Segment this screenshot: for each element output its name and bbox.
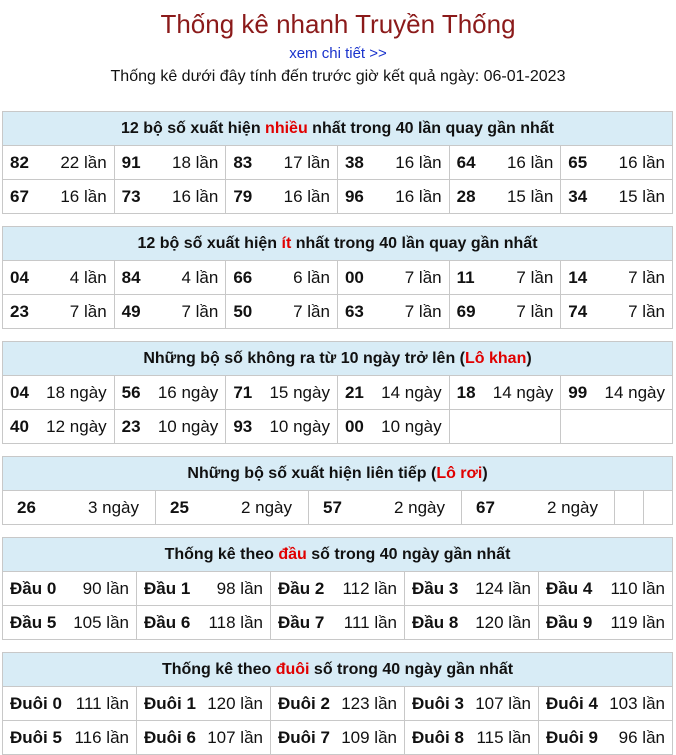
count-value: 4 lần (181, 267, 219, 287)
count-value: 10 ngày (381, 416, 442, 436)
dau-label: Đầu 1 (144, 578, 191, 598)
lotto-number: 40 (10, 416, 29, 436)
table-row (3, 376, 673, 410)
count-value: 15 ngày (269, 382, 330, 402)
count-value: 15 lần (506, 186, 554, 206)
table-row (3, 410, 673, 444)
lo-khan-table (2, 341, 673, 444)
count-value: 7 lần (181, 301, 219, 321)
count-value: 16 lần (60, 186, 107, 206)
lotto-number: 00 (344, 416, 364, 436)
duoi-table (2, 652, 673, 755)
dau-label: Đầu 6 (144, 612, 191, 632)
lotto-number: 56 (121, 382, 141, 402)
duoi-header: Thống kê theo đuôi số trong 40 ngày gần nhất (3, 653, 673, 687)
lotto-number: 25 (170, 497, 189, 517)
count-value: 16 lần (618, 152, 665, 172)
count-value: 124 lần (475, 578, 531, 598)
lotto-number: 11 (456, 267, 475, 287)
dau-label: Đầu 4 (546, 578, 593, 598)
lo-roi-header: Những bộ số xuất hiện liên tiếp (Lô rơi) (3, 457, 673, 491)
lotto-number: 26 (17, 497, 36, 517)
count-value: 107 lần (207, 727, 263, 747)
count-value: 116 lần (74, 727, 129, 747)
count-value: 98 lần (216, 578, 263, 598)
dau-label: Đầu 2 (278, 578, 325, 598)
count-value: 123 lần (341, 693, 397, 713)
lotto-number: 64 (456, 152, 476, 172)
count-value: 4 lần (69, 267, 107, 287)
lotto-number: 23 (10, 301, 29, 321)
count-value: 120 lần (475, 612, 531, 632)
duoi-label: Đuôi 0 (10, 693, 62, 713)
empty-cell (644, 491, 673, 525)
table-row (3, 606, 673, 640)
count-value: 16 lần (506, 152, 554, 172)
count-value: 7 lần (404, 301, 442, 321)
count-value: 14 ngày (492, 382, 554, 402)
count-value: 14 ngày (604, 382, 665, 402)
lotto-number: 65 (568, 152, 588, 172)
table-row (3, 687, 673, 721)
duoi-label: Đuôi 6 (144, 727, 196, 747)
lotto-number: 73 (121, 186, 141, 206)
count-value: 109 lần (341, 727, 397, 747)
count-value: 111 lần (75, 693, 129, 713)
count-value: 10 ngày (157, 416, 219, 436)
lotto-number: 00 (344, 267, 364, 287)
count-value: 7 lần (516, 267, 554, 287)
least-frequent-table (2, 226, 673, 329)
count-value: 17 lần (283, 152, 330, 172)
detail-link[interactable]: xem chi tiết >> (289, 45, 387, 62)
duoi-label: Đuôi 9 (546, 727, 598, 747)
lotto-number: 83 (233, 152, 253, 172)
lotto-number: 82 (10, 152, 29, 172)
count-value: 119 lần (610, 612, 665, 632)
table-row (3, 721, 673, 755)
count-value: 118 lần (208, 612, 263, 632)
duoi-label: Đuôi 8 (412, 727, 464, 747)
least-frequent-header: 12 bộ số xuất hiện ít nhất trong 40 lần quay gần nhất (3, 227, 673, 261)
count-value: 6 lần (293, 267, 330, 287)
lotto-number: 84 (121, 267, 141, 287)
empty-cell (449, 410, 561, 444)
count-value: 112 lần (342, 578, 397, 598)
count-value: 7 lần (69, 301, 107, 321)
count-value: 2 ngày (240, 497, 292, 517)
lotto-number: 96 (344, 186, 364, 206)
table-row (3, 180, 673, 214)
lotto-number: 57 (323, 497, 342, 517)
duoi-label: Đuôi 4 (546, 693, 598, 713)
lotto-number: 74 (568, 301, 588, 321)
lotto-number: 21 (344, 382, 364, 402)
count-value: 115 lần (476, 727, 531, 747)
count-value: 7 lần (628, 301, 665, 321)
count-value: 3 ngày (87, 497, 139, 517)
lotto-number: 67 (476, 497, 495, 517)
lotto-number: 49 (121, 301, 141, 321)
empty-cell (615, 491, 644, 525)
count-value: 96 lần (618, 727, 665, 747)
dau-label: Đầu 7 (278, 612, 325, 632)
count-value: 22 lần (60, 152, 107, 172)
count-value: 110 lần (610, 578, 665, 598)
count-value: 7 lần (404, 267, 442, 287)
table-row (3, 491, 673, 525)
lotto-number: 28 (456, 186, 476, 206)
lotto-number: 50 (233, 301, 253, 321)
lotto-number: 04 (10, 382, 29, 402)
page-title: Thống kê nhanh Truyền Thống (160, 9, 516, 39)
dau-table (2, 537, 673, 640)
duoi-label: Đuôi 2 (278, 693, 330, 713)
dau-label: Đầu 9 (546, 612, 593, 632)
duoi-label: Đuôi 3 (412, 693, 464, 713)
dau-label: Đầu 5 (10, 612, 57, 632)
count-value: 120 lần (207, 693, 263, 713)
count-value: 107 lần (475, 693, 531, 713)
count-value: 12 ngày (46, 416, 107, 436)
lotto-number: 79 (233, 186, 253, 206)
dau-label: Đầu 8 (412, 612, 459, 632)
lo-khan-header: Những bộ số không ra từ 10 ngày trở lên (Lô khan) (3, 342, 673, 376)
lotto-number: 71 (233, 382, 253, 402)
lotto-number: 38 (344, 152, 364, 172)
lotto-number: 34 (568, 186, 588, 206)
lotto-number: 67 (10, 186, 29, 206)
count-value: 16 ngày (157, 382, 219, 402)
count-value: 103 lần (609, 693, 665, 713)
count-value: 111 lần (343, 612, 397, 632)
lotto-number: 93 (233, 416, 253, 436)
count-value: 105 lần (73, 612, 129, 632)
count-value: 16 lần (395, 186, 442, 206)
count-value: 7 lần (628, 267, 665, 287)
count-value: 16 lần (283, 186, 330, 206)
page-subtitle: Thống kê dưới đây tính đến trước giờ kết quả ngày: 06-01-2023 (110, 68, 566, 85)
empty-cell (561, 410, 673, 444)
lotto-number: 04 (10, 267, 29, 287)
count-value: 18 ngày (46, 382, 107, 402)
duoi-label: Đuôi 1 (144, 693, 196, 713)
most-frequent-table (2, 111, 673, 214)
dau-header: Thống kê theo đầu số trong 40 ngày gần nhất (3, 538, 673, 572)
lo-roi-table (2, 456, 673, 525)
table-row (3, 295, 673, 329)
lotto-number: 91 (121, 152, 141, 172)
count-value: 16 lần (171, 186, 219, 206)
lotto-number: 23 (121, 416, 141, 436)
table-row (3, 261, 673, 295)
count-value: 7 lần (293, 301, 330, 321)
lotto-number: 99 (568, 382, 588, 402)
most-frequent-header: 12 bộ số xuất hiện nhiều nhất trong 40 lần quay gần nhất (3, 112, 673, 146)
lotto-number: 69 (456, 301, 476, 321)
lotto-number: 66 (233, 267, 253, 287)
table-row (3, 572, 673, 606)
count-value: 15 lần (618, 186, 665, 206)
duoi-label: Đuôi 5 (10, 727, 62, 747)
dau-label: Đầu 3 (412, 578, 459, 598)
count-value: 7 lần (516, 301, 554, 321)
lotto-number: 63 (344, 301, 364, 321)
count-value: 2 ngày (546, 497, 598, 517)
count-value: 2 ngày (393, 497, 445, 517)
count-value: 10 ngày (269, 416, 330, 436)
dau-label: Đầu 0 (10, 578, 57, 598)
lotto-number: 18 (456, 382, 476, 402)
table-row (3, 146, 673, 180)
count-value: 18 lần (171, 152, 219, 172)
lotto-number: 14 (568, 267, 588, 287)
count-value: 16 lần (395, 152, 442, 172)
count-value: 14 ngày (381, 382, 442, 402)
duoi-label: Đuôi 7 (278, 727, 330, 747)
count-value: 90 lần (82, 578, 129, 598)
